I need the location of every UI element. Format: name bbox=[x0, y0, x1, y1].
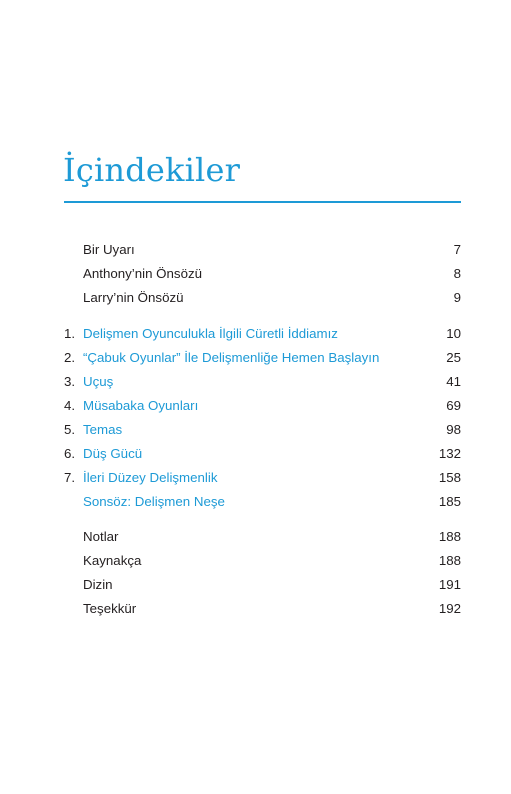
toc-entry-label: Dizin bbox=[83, 577, 113, 592]
toc-entry-page: 185 bbox=[438, 494, 461, 509]
toc-entry-back-2[interactable] bbox=[0, 551, 511, 571]
toc-entry-page: 188 bbox=[438, 529, 461, 544]
toc-entry-page: 191 bbox=[438, 577, 461, 592]
toc-entry-label: Larry’nin Önsözü bbox=[83, 290, 184, 305]
toc-entry-page: 10 bbox=[446, 326, 461, 341]
chapter-number: 3. bbox=[64, 374, 76, 389]
toc-entry-page: 98 bbox=[446, 422, 461, 437]
toc-entry-back-4[interactable] bbox=[0, 599, 511, 619]
toc-entry-label: Teşekkür bbox=[83, 601, 137, 616]
toc-entry-page: 41 bbox=[446, 374, 461, 389]
toc-entry-page: 25 bbox=[446, 350, 461, 365]
toc-entry-chapter-5[interactable] bbox=[0, 420, 511, 440]
chapter-title: Düş Gücü bbox=[83, 446, 143, 461]
toc-entry-chapter-6[interactable] bbox=[0, 444, 511, 464]
toc-entry-chapter-7[interactable] bbox=[0, 468, 511, 488]
chapter-title: Müsabaka Oyunları bbox=[83, 398, 199, 413]
toc-entry-label: Notlar bbox=[83, 529, 119, 544]
toc-entry-front-1[interactable] bbox=[0, 240, 511, 260]
toc-entry-back-3[interactable] bbox=[0, 575, 511, 595]
chapter-number: 4. bbox=[64, 398, 76, 413]
chapter-number: 5. bbox=[64, 422, 76, 437]
toc-entry-label: Bir Uyarı bbox=[83, 242, 135, 257]
toc-entry-front-3[interactable] bbox=[0, 288, 511, 308]
toc-entry-page: 8 bbox=[453, 266, 461, 281]
chapter-number: 1. bbox=[64, 326, 76, 341]
toc-entry-chapter-3[interactable] bbox=[0, 372, 511, 392]
toc-entry-page: 69 bbox=[446, 398, 461, 413]
toc-entry-epilogue[interactable] bbox=[0, 492, 511, 512]
chapter-title: Temas bbox=[83, 422, 123, 437]
chapter-title: Sonsöz: Delişmen Neşe bbox=[83, 494, 225, 509]
toc-title: İçindekiler bbox=[63, 151, 241, 189]
chapter-number: 2. bbox=[64, 350, 76, 365]
toc-entry-page: 132 bbox=[438, 446, 461, 461]
toc-entry-label: Kaynakça bbox=[83, 553, 142, 568]
chapter-title: İleri Düzey Delişmenlik bbox=[83, 470, 218, 485]
chapter-number: 6. bbox=[64, 446, 76, 461]
toc-entry-chapter-1[interactable] bbox=[0, 324, 511, 344]
chapter-title: Delişmen Oyunculukla İlgili Cüretli İddiamız bbox=[83, 326, 338, 341]
toc-entry-page: 158 bbox=[438, 470, 461, 485]
toc-entry-chapter-2[interactable] bbox=[0, 348, 511, 368]
toc-entry-page: 9 bbox=[453, 290, 461, 305]
toc-entry-page: 192 bbox=[438, 601, 461, 616]
toc-entry-page: 188 bbox=[438, 553, 461, 568]
toc-entry-label: Anthony’nin Önsözü bbox=[83, 266, 203, 281]
toc-entry-back-1[interactable] bbox=[0, 527, 511, 547]
title-underline bbox=[64, 201, 461, 203]
chapter-title: Uçuş bbox=[83, 374, 114, 389]
toc-entry-chapter-4[interactable] bbox=[0, 396, 511, 416]
chapter-title: “Çabuk Oyunlar” İle Delişmenliğe Hemen Başlayın bbox=[83, 350, 380, 365]
toc-entry-page: 7 bbox=[453, 242, 461, 257]
toc-entry-front-2[interactable] bbox=[0, 264, 511, 284]
chapter-number: 7. bbox=[64, 470, 76, 485]
